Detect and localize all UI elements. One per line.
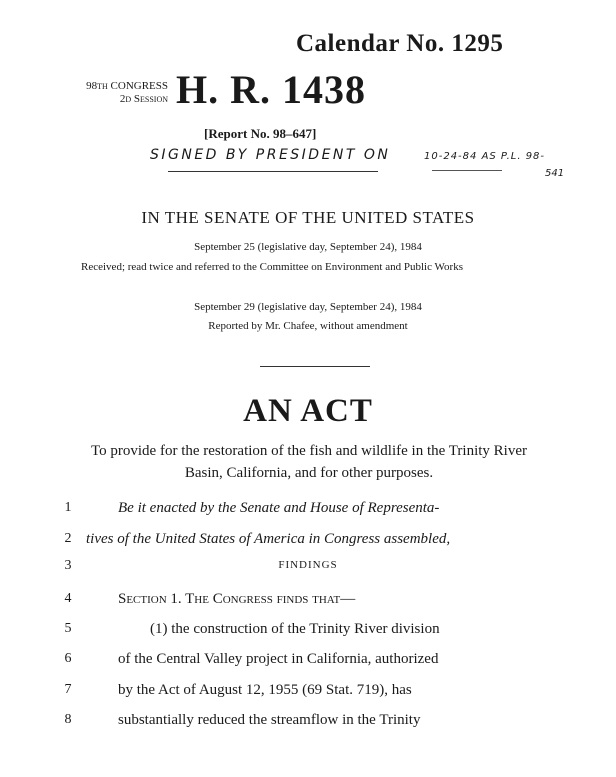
bill-number: H. R. 1438 [176,67,366,112]
handwritten-law-number: 541 [545,168,565,179]
line-number: 3 [64,558,72,573]
line-number: 6 [64,651,72,666]
line-number: 1 [64,500,72,515]
body-text-line: substantially reduced the streamflow in the Trinity [118,712,421,728]
enacting-clause-line: tives of the United States of America in Congress assembled, [86,531,451,547]
section-line: Section 1. The Congress finds that— [118,591,356,607]
handwritten-signed-note: SIGNED BY PRESIDENT ON [150,147,391,163]
session-label: 2d Session [119,93,168,105]
senate-date-reported: September 29 (legislative day, September 24), 1984 [194,301,422,313]
body-text-line: of the Central Valley project in California, authorized [118,651,439,667]
line-number: 4 [64,591,72,606]
divider-line [432,170,502,171]
calendar-number: Calendar No. 1295 [296,30,504,57]
congress-session [58,80,168,106]
referral-note: Received; read twice and referred to the Committee on Environment and Public Works [81,261,463,273]
senate-date-received: September 25 (legislative day, September 24), 1984 [194,241,422,253]
enacting-clause-line: Be it enacted by the Senate and House of Representa- [118,500,440,516]
act-purpose: To provide for the restoration of the fish and wildlife in the Trinity River Basin, California, and for other purposes. [91,443,527,481]
divider-line [260,366,370,367]
line-number: 8 [64,712,72,727]
body-text-line: by the Act of August 12, 1955 (69 Stat. 719), has [118,682,412,698]
findings-heading: FINDINGS [278,559,338,571]
act-title: AN ACT [243,393,373,429]
congress-label: 98th CONGRESS [86,80,168,92]
body-text-line: (1) the construction of the Trinity River division [150,621,440,637]
divider-line [168,171,378,172]
report-number: [Report No. 98–647] [204,126,317,141]
senate-heading: IN THE SENATE OF THE UNITED STATES [141,208,475,227]
line-number: 2 [64,531,72,546]
line-number: 7 [64,682,72,697]
line-number: 5 [64,621,72,636]
reported-by-note: Reported by Mr. Chafee, without amendment [208,320,408,332]
handwritten-signed-date: 10-24-84 AS P.L. 98- [424,151,546,162]
